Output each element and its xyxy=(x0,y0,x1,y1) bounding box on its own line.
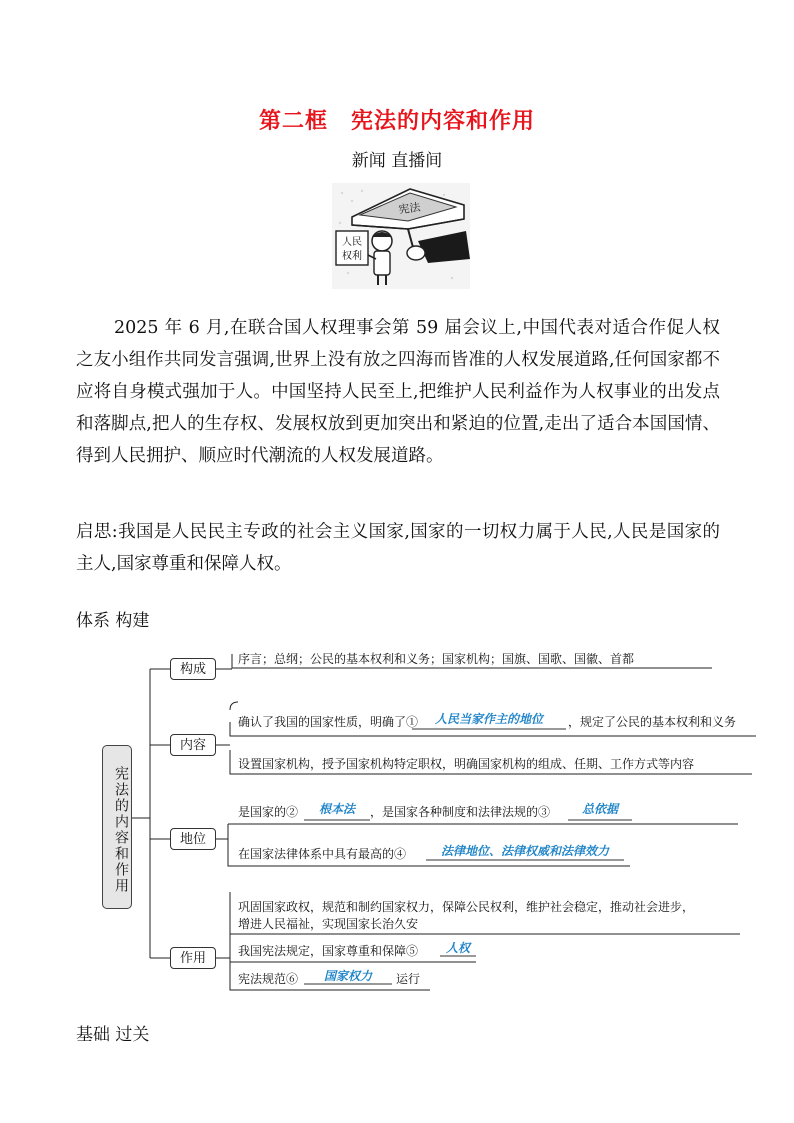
section-heading-system: 体系 构建 xyxy=(76,611,150,631)
status-line2-prefix: 在国家法律体系中具有最高的④ xyxy=(238,847,407,861)
function-line3-prefix: 宪法规范⑥ xyxy=(238,972,299,986)
function-line1b: 增进人民福祉，实现国家长治久安 xyxy=(238,917,419,931)
composition-text: 序言；总纲；公民的基本权利和义务；国家机构；国旗、国歌、国徽、首都 xyxy=(238,652,635,666)
answer-4: 法律地位、法律权威和法律效力 xyxy=(440,844,609,858)
sign-label-line1: 人民 xyxy=(342,237,362,248)
section-heading-basic: 基础 过关 xyxy=(76,1025,150,1045)
status-line1-mid: ，是国家各种制度和法律法规的③ xyxy=(370,805,551,819)
node-content: 内容 xyxy=(170,734,216,756)
node-composition: 构成 xyxy=(170,658,216,680)
content-line1-prefix: 确认了我国的国家性质，明确了① xyxy=(238,715,419,729)
function-line3-suffix: 运行 xyxy=(396,972,421,986)
book-label: 宪法 xyxy=(397,200,422,217)
node-status: 地位 xyxy=(170,828,216,850)
content-line2: 设置国家机构，授予国家机构特定职权，明确国家机构的组成、任期、工作方式等内容 xyxy=(238,757,695,771)
mindmap-root: 宪法的内容和作用 xyxy=(102,745,132,909)
status-line1-prefix: 是国家的② xyxy=(238,805,299,819)
answer-5: 人权 xyxy=(445,941,470,955)
answer-2: 根本法 xyxy=(318,802,355,816)
news-body: 2025 年 6 月,在联合国人权理事会第 59 届会议上,中国代表对适合作促人权之友小组作共同发言强调,世界上没有放之四海而皆准的人权发展道路,任何国家都不应将自身模式强加于人。中国坚持人民至上,把维护人民利益作为人权事业的出发点和落脚点,把人的生存权、发展权放到更加突出和紧迫的位置,走出了适合本国国情、得到人民拥护、顺应时代潮流的人权发展道路。 xyxy=(76,318,720,466)
news-heading: 新闻 直播间 xyxy=(351,151,443,171)
answer-3: 总依据 xyxy=(581,802,618,816)
constitution-illustration xyxy=(332,183,470,289)
content-line1-suffix: ，规定了公民的基本权利和义务 xyxy=(568,715,737,729)
function-line1a: 巩固国家政权，规范和制约国家权力，保障公民权利，维护社会稳定，推动社会进步， xyxy=(238,900,695,914)
answer-1: 人民当家作主的地位 xyxy=(434,712,543,726)
answer-6: 国家权力 xyxy=(323,969,372,983)
insight-text: 启思:我国是人民民主专政的社会主义国家,国家的一切权力属于人民,人民是国家的主人,国家尊重和保障人权。 xyxy=(76,522,720,574)
function-line2-prefix: 我国宪法规定，国家尊重和保障⑤ xyxy=(238,944,419,958)
sign-label-line2: 权利 xyxy=(342,251,362,262)
node-function: 作用 xyxy=(170,947,216,969)
page-title: 第二框 宪法的内容和作用 xyxy=(258,109,535,134)
